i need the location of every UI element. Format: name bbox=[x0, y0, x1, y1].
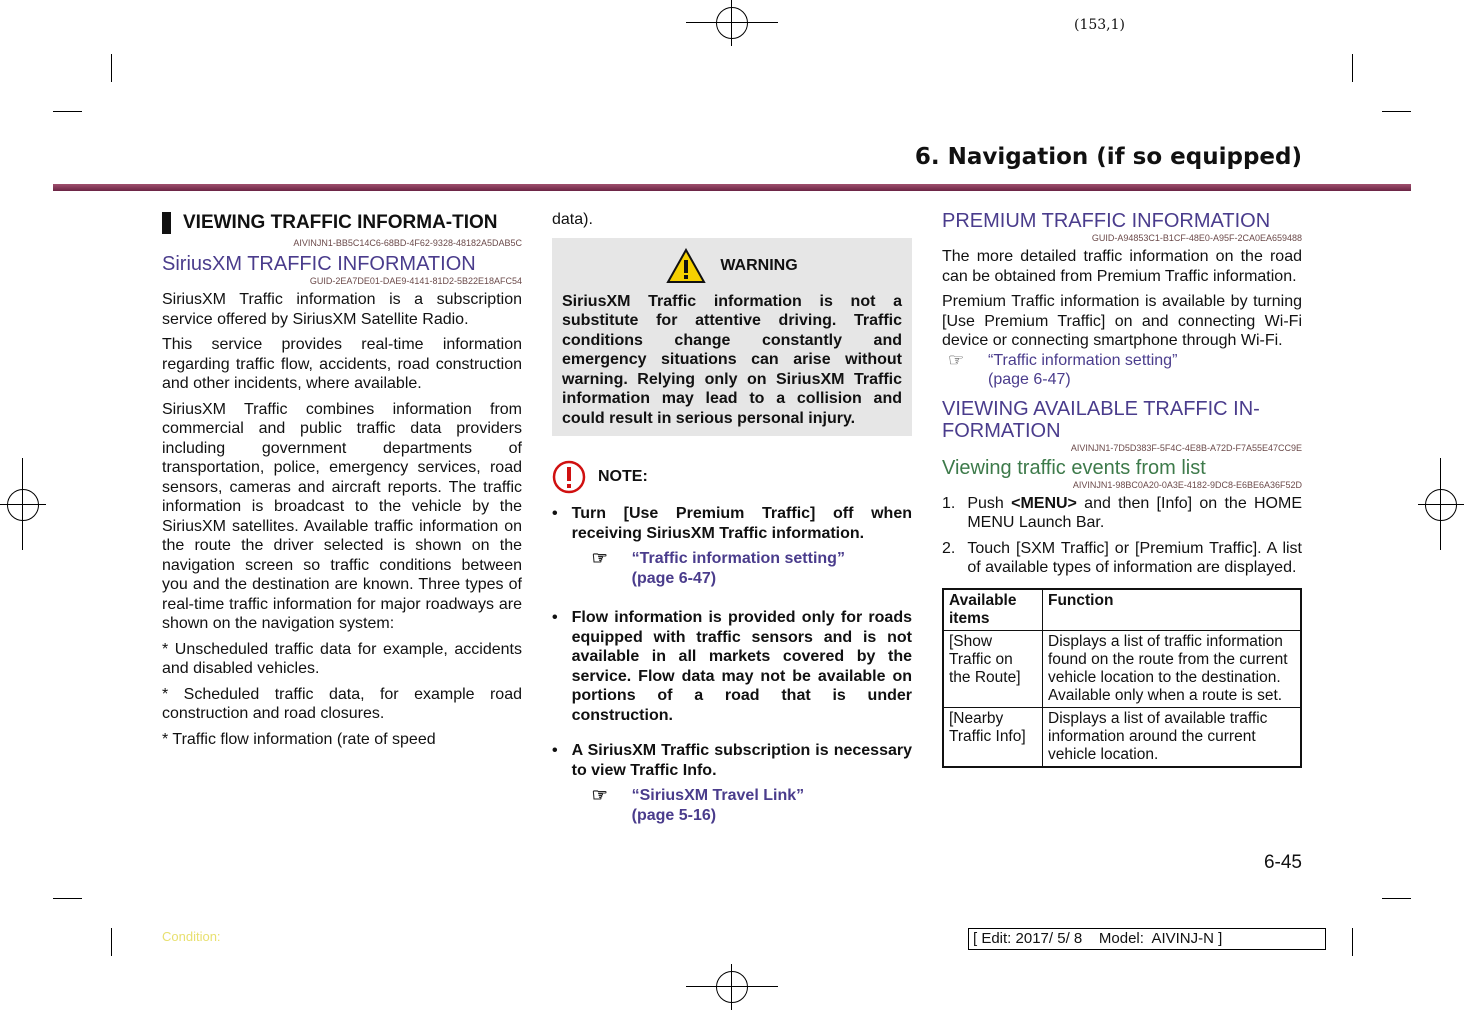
note-text: Flow information is provided only for roads equipped with traffic sensors and is not available in all markets covered by the service. Flow data may not be available on portions of a road that is under construction. bbox=[571, 609, 912, 724]
subsection-heading: Viewing traffic events from list bbox=[942, 456, 1206, 479]
cross-reference[interactable] bbox=[948, 351, 1302, 390]
step-number: 2. bbox=[942, 539, 956, 557]
ref-page[interactable]: (page 5-16) bbox=[631, 806, 717, 824]
table-row bbox=[943, 630, 1301, 707]
pointing-hand-icon: ☞ bbox=[948, 349, 965, 370]
crop-mark bbox=[1352, 928, 1353, 956]
registration-mark bbox=[716, 971, 748, 1003]
step bbox=[942, 494, 1302, 533]
note-item: • A SiriusXM Traffic subscription is necessary to view Traffic Info. ☞ “SiriusXM Travel Link” (page 5-16) bbox=[552, 742, 912, 824]
column-3 bbox=[942, 210, 1302, 768]
page-number: 6-45 bbox=[1263, 852, 1302, 873]
ref-title[interactable]: “SiriusXM Travel Link” bbox=[631, 787, 805, 804]
paragraph: This service provides real-time information regarding traffic flow, accidents, road construction and other incidents, where available. bbox=[162, 336, 522, 392]
step-number: 1. bbox=[942, 494, 956, 512]
column-2 bbox=[552, 210, 912, 833]
table-row bbox=[943, 707, 1301, 767]
table-cell: Displays a list of available traffic information around the current vehicle location. bbox=[1043, 707, 1302, 767]
paragraph: * Traffic flow information (rate of speed bbox=[162, 730, 436, 748]
subsection-guid: AIVINJN1-98BC0A20-0A3E-4182-9DC8-E6BE6A36F52D bbox=[1072, 479, 1302, 490]
table-cell: [Show Traffic on the Route] bbox=[943, 630, 1043, 707]
note-list bbox=[552, 504, 912, 833]
step-text: Push bbox=[967, 494, 1012, 512]
crop-mark bbox=[1382, 898, 1411, 899]
paragraph: The more detailed traffic information on the road can be obtained from Premium Traffic information. bbox=[942, 248, 1302, 285]
ref-title[interactable]: “Traffic information setting” bbox=[631, 550, 845, 567]
paragraph: Premium Traffic information is available by turning [Use Premium Traffic] on and connecting Wi-Fi device or connecting smartphone through Wi-Fi. bbox=[942, 293, 1302, 349]
warning-title: WARNING bbox=[720, 256, 798, 274]
step bbox=[942, 539, 1302, 578]
table-cell: [Nearby Traffic Info] bbox=[943, 707, 1043, 767]
info-table bbox=[942, 588, 1302, 768]
subsection-heading: SiriusXM TRAFFIC INFORMATION bbox=[162, 253, 476, 275]
cross-reference[interactable] bbox=[592, 786, 912, 825]
section-heading: VIEWING AVAILABLE TRAFFIC IN-FORMATION bbox=[942, 397, 1260, 442]
table-header: Available items bbox=[943, 589, 1043, 631]
table-cell: Displays a list of traffic information found on the route from the current vehicle location to the destination. Available only when a route is set. bbox=[1043, 630, 1302, 707]
note-item: • Flow information is provided only for roads equipped with traffic sensors and is not available in all markets covered by the service. Flow data may not be available on portions of a road that is under construction. bbox=[552, 609, 912, 724]
section-guid: AIVINJN1-7D5D383F-5F4C-4E8B-A72D-F7A55E47CC9E bbox=[1070, 442, 1302, 453]
note-text: A SiriusXM Traffic subscription is necessary to view Traffic Info. bbox=[571, 742, 912, 779]
paragraph: * Unscheduled traffic data for example, accidents and disabled vehicles. bbox=[162, 640, 522, 677]
note-header bbox=[552, 460, 912, 494]
column-1 bbox=[162, 212, 522, 755]
registration-mark bbox=[716, 7, 748, 39]
warning-text: SiriusXM Traffic information is not a substitute for attentive driving. Traffic conditions change constantly and emergency situations can arise without warning. Relying only on SiriusXM Traffic information may lead to a collision and could result in serious personal injury. bbox=[562, 292, 902, 427]
step-key: <MENU> bbox=[1011, 494, 1077, 512]
crop-mark bbox=[53, 111, 82, 112]
subsection-guid: GUID-2EA7DE01-DAE9-4141-81D2-5B22E18AFC54 bbox=[309, 276, 522, 286]
ref-page[interactable]: (page 6-47) bbox=[631, 569, 717, 587]
step-text: and then [Info] on the HOME MENU Launch Bar. bbox=[967, 494, 1302, 531]
header-bar bbox=[53, 184, 1411, 191]
warning-box bbox=[552, 238, 912, 437]
cross-reference[interactable] bbox=[592, 549, 912, 588]
crop-mark bbox=[111, 54, 112, 82]
ref-page[interactable]: (page 6-47) bbox=[988, 371, 1071, 388]
section-guid: GUID-A94853C1-B1CF-48E0-A95F-2CA0EA659488 bbox=[1091, 233, 1302, 243]
crop-mark bbox=[111, 928, 112, 956]
ref-title[interactable]: “Traffic information setting” bbox=[988, 351, 1178, 369]
paragraph: SiriusXM Traffic information is a subscription service offered by SiriusXM Satellite Radio. bbox=[162, 291, 522, 328]
crop-mark bbox=[1382, 111, 1411, 112]
note-alert-icon bbox=[552, 460, 586, 494]
crop-mark bbox=[1352, 54, 1353, 82]
paragraph: * Scheduled traffic data, for example road construction and road closures. bbox=[162, 685, 522, 722]
note-text: Turn [Use Premium Traffic] off when receiving SiriusXM Traffic information. bbox=[571, 505, 912, 542]
table-header: Function bbox=[1043, 589, 1302, 631]
section-guid: AIVINJN1-BB5C14C6-68BD-4F62-9328-48182A5DAB5C bbox=[293, 238, 522, 248]
note-item: • Turn [Use Premium Traffic] off when receiving SiriusXM Traffic information. ☞ “Traffic information setting” (page 6-47) bbox=[552, 505, 912, 587]
registration-mark bbox=[7, 489, 39, 521]
section-heading: VIEWING TRAFFIC INFORMA-TION bbox=[162, 212, 522, 234]
edit-info: [ Edit: 2017/ 5/ 8 Model: AIVINJ-N ] bbox=[968, 928, 1326, 950]
chapter-title: 6. Navigation (if so equipped) bbox=[914, 144, 1302, 170]
page-ref: (153,1) bbox=[1074, 17, 1126, 33]
condition-label: Condition: bbox=[162, 929, 221, 944]
section-heading: PREMIUM TRAFFIC INFORMATION bbox=[942, 210, 1271, 232]
paragraph: data). bbox=[552, 211, 593, 228]
pointing-hand-icon: ☞ bbox=[591, 548, 608, 568]
step-text: Touch [SXM Traffic] or [Premium Traffic]. A list of available types of information are displayed. bbox=[967, 539, 1302, 576]
warning-triangle-icon bbox=[666, 248, 706, 284]
registration-mark bbox=[1425, 489, 1457, 521]
note-title: NOTE: bbox=[598, 468, 648, 486]
pointing-hand-icon: ☞ bbox=[591, 785, 608, 805]
crop-mark bbox=[53, 898, 82, 899]
paragraph: SiriusXM Traffic combines information from commercial and public traffic data providers including government departments of transportation, police, emergency services, road sensors, cameras and aircraft reports. The traffic information is broadcast to the vehicle by the SiriusXM satellites. Available traffic information on the route the driver selected is shown on the navigation screen so traffic conditions between you and the destination are known. Three types of real-time traffic information for major roadways are shown on the navigation system: bbox=[162, 400, 522, 632]
